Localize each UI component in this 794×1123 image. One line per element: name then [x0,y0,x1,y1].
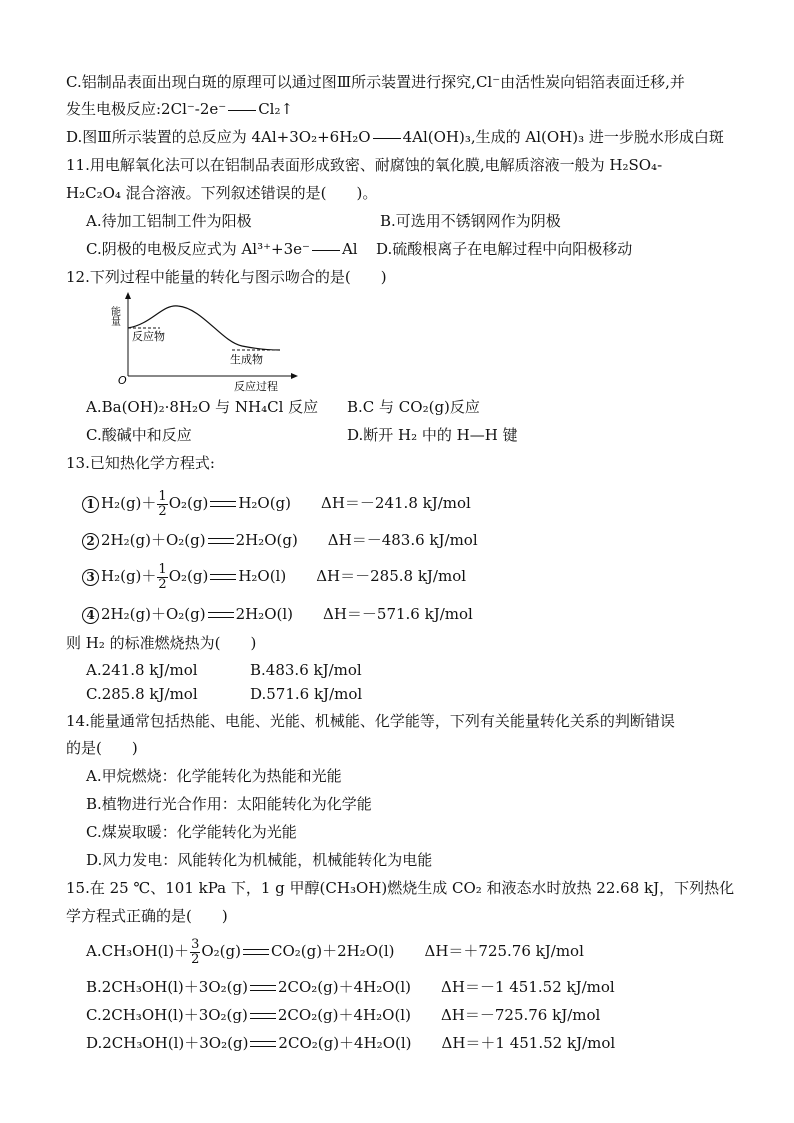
q15-option-b [86,977,615,997]
marker-4: 4 [82,607,99,624]
q14-option-c: C.煤炭取暖：化学能转化为光能 [86,823,297,841]
q15-b-part1: B.2CH₃OH(l)＋3O₂(g) [86,978,248,996]
q11-option-a: A.待加工铝制工件为阳极 [86,212,252,230]
eq4-part1: 2H₂(g)＋O₂(g) [101,605,206,623]
q15-b-part2: 2CO₂(g)＋4H₂O(l) ΔH＝－1 451.52 kJ/mol [277,978,615,996]
equals-sign [243,949,269,955]
eq1-part1: H₂(g)＋ [101,494,157,512]
equation-2 [82,530,478,550]
marker-1: 1 [82,496,99,513]
equation-3 [82,561,466,591]
x-axis-label: 反应过程 [234,380,278,393]
q13-ask: 则 H₂ 的标准燃烧热为( ) [66,634,257,652]
origin-label: O [118,374,127,387]
reaction-arrow [373,138,401,139]
denominator: 2 [158,576,167,592]
equation-1 [82,488,471,518]
option-c-reaction-right: Cl₂↑ [258,100,294,118]
option-c-line2 [66,99,293,119]
q15-d-part1: D.2CH₃OH(l)＋3O₂(g) [86,1034,249,1052]
q14-option-a: A.甲烷燃烧：化学能转化为热能和光能 [86,767,342,785]
equation-4 [82,604,473,624]
y-axis-label: 能量 [108,306,120,326]
product-label: 生成物 [230,353,263,366]
q11-stem-line1: 11.用电解氧化法可以在铝制品表面形成致密、耐腐蚀的氧化膜,电解质溶液一般为 H₂SO₄- [66,156,663,174]
reaction-arrow [228,110,256,111]
y-axis-arrow [125,292,131,299]
eq1-part2: O₂(g) [168,494,209,512]
equals-sign [208,612,234,618]
q13-option-d: D.571.6 kJ/mol [250,685,363,703]
q12-option-b: B.C 与 CO₂(g)反应 [347,398,480,416]
reactant-label: 反应物 [132,330,165,343]
q11-option-d: D.硫酸根离子在电解过程中向阳极移动 [376,240,633,258]
q11-option-c-left: C.阴极的电极反应式为 Al³⁺+3e⁻ [86,240,310,258]
marker-3: 3 [82,569,99,586]
q15-c-part2: 2CO₂(g)＋4H₂O(l) ΔH＝－725.76 kJ/mol [277,1006,601,1024]
marker-2: 2 [82,533,99,550]
q12-option-a: A.Ba(OH)₂·8H₂O 与 NH₄Cl 反应 [86,398,319,416]
q15-stem-line2: 学方程式正确的是( ) [66,907,228,925]
denominator: 2 [191,951,200,967]
q13-option-b: B.483.6 kJ/mol [250,661,362,679]
fraction-three-half [190,938,200,967]
eq2-part1: 2H₂(g)＋O₂(g) [101,531,206,549]
option-d-reaction-left: D.图Ⅲ所示装置的总反应为 4Al+3O₂+6H₂O [66,128,371,146]
numerator: 3 [191,936,200,952]
eq3-part2: O₂(g) [168,567,209,585]
q11-option-c [86,239,358,259]
eq3-part3: H₂O(l) ΔH＝－285.8 kJ/mol [238,567,467,585]
q15-a-part1: A.CH₃OH(l)＋ [86,942,190,960]
equals-sign [250,1013,276,1019]
equals-sign [210,501,236,507]
q13-option-c: C.285.8 kJ/mol [86,685,198,703]
eq1-part3: H₂O(g) ΔH＝－241.8 kJ/mol [238,494,471,512]
option-c-reaction-left: 发生电极反应:2Cl⁻-2e⁻ [66,100,227,118]
eq4-part2: 2H₂O(l) ΔH＝－571.6 kJ/mol [235,605,473,623]
option-c-line1: C.铝制品表面出现白斑的原理可以通过图Ⅲ所示装置进行探究,Cl⁻由活性炭向铝箔表面迁移,并 [66,73,685,91]
option-d-reaction-right: 4Al(OH)₃,生成的 Al(OH)₃ 进一步脱水形成白斑 [402,128,724,146]
eq2-part2: 2H₂O(g) ΔH＝－483.6 kJ/mol [235,531,478,549]
q15-c-part1: C.2CH₃OH(l)＋3O₂(g) [86,1006,248,1024]
q14-stem-line1: 14.能量通常包括热能、电能、光能、机械能、化学能等，下列有关能量转化关系的判断错误 [66,712,675,730]
q11-option-b: B.可选用不锈钢网作为阴极 [380,212,561,230]
reaction-arrow [312,250,340,251]
q12-option-d: D.断开 H₂ 中的 H—H 键 [347,426,518,444]
equals-sign [250,1041,276,1047]
q14-stem-line2: 的是( ) [66,739,138,757]
equals-sign [210,574,236,580]
q15-stem-line1: 15.在 25 ℃、101 kPa 下，1 g 甲醇(CH₃OH)燃烧生成 CO₂ 和液态水时放热 22.68 kJ，下列热化 [66,879,735,897]
q15-d-part2: 2CO₂(g)＋4H₂O(l) ΔH＝＋1 451.52 kJ/mol [278,1034,616,1052]
denominator: 2 [158,503,167,519]
eq3-part1: H₂(g)＋ [101,567,157,585]
q14-option-b: B.植物进行光合作用：太阳能转化为化学能 [86,795,372,813]
q12-option-c: C.酸碱中和反应 [86,426,192,444]
q14-option-d: D.风力发电：风能转化为机械能，机械能转化为电能 [86,851,433,869]
q11-stem-line2: H₂C₂O₄ 混合溶液。下列叙述错误的是( )。 [66,184,378,202]
q15-a-part3: CO₂(g)＋2H₂O(l) ΔH＝＋725.76 kJ/mol [270,942,584,960]
q15-option-a [86,936,584,966]
q13-stem: 13.已知热化学方程式: [66,454,215,472]
fraction-half [157,563,167,592]
q15-a-part2: O₂(g) [201,942,241,960]
energy-diagram [108,292,302,393]
equals-sign [208,538,234,544]
numerator: 1 [158,561,167,577]
fraction-half [157,490,167,519]
numerator: 1 [158,488,167,504]
q12-stem: 12.下列过程中能量的转化与图示吻合的是( ) [66,268,387,286]
q15-option-d [86,1033,615,1053]
q11-option-c-right: Al [341,240,358,258]
x-axis-arrow [291,373,298,379]
q13-option-a: A.241.8 kJ/mol [86,661,198,679]
equals-sign [250,985,276,991]
q15-option-c [86,1005,600,1025]
option-d-line [66,127,724,147]
